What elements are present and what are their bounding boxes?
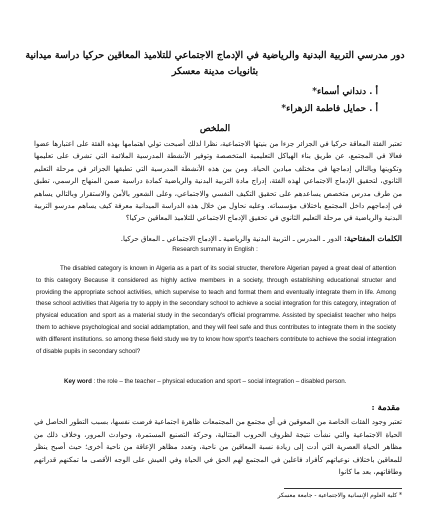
arabic-keywords-label: الكلمات المفتاحية: xyxy=(343,234,402,243)
english-abstract-heading: Research summary in English : xyxy=(172,246,258,253)
author-name: أ . حمايل فاطمة الزهراء* xyxy=(281,104,378,114)
english-keywords-text: : the role – the teacher – physical education and sport – social integration – disabled person. xyxy=(93,378,347,385)
introduction-heading: مقدمة : xyxy=(371,403,400,413)
english-keywords-label: Key word xyxy=(64,378,92,385)
english-keywords xyxy=(36,376,396,388)
paper-title: دور مدرسي التربية البدنية والرياضية في الإدماج الاجتماعي للتلاميذ المعاقين حركيا دراسة ميدانية بثانويات مدينة معسكر xyxy=(25,50,405,77)
arabic-abstract: تعتبر الفئة المعاقة حركيا في الجزائر جزءا من بنيتها الاجتماعية، نظرا لذلك أصبحت تولي اهتمامها بهذه الفئة على اعتبارها عضوا فعالا في المجتمع، عن طريق بناء الهياكل التعليمية المتخصصة وتوفير الأنشطة المدرسية الملائمة التي تشرف على تعليمها وتكوينها وبالتالي إدماجها في مختلف ميادين الحياة. ومن بين هذه الأنشطة المدرسية التي تطبقها الجزائر في مرحلة التعليم الثانوي، لتحقيق الإدماج الاجتماعي لهذه الفئة، إدراج مادة التربية البدنية والرياضية كمادة دراسية ضمن المنهاج الرسمي، تطبق من طرف مدرس متخصص يساعدهم على تحقيق التكيف النفسي والاجتماعي، وعلى الشعور بالأمن والاستقرار وبالتالي يساهم في إدماجهم داخل المجتمع باختلاف مؤسساته. وعليه نحاول من خلال هذه الدراسة الميدانية معرفة كيف يساهم مدرسو التربية البدنية والرياضية في مرحلة التعليم الثانوي في تحقيق الإدماج الاجتماعي للتلاميذ المعاقين حركيا؟ xyxy=(34,140,402,223)
arabic-abstract-heading: الملخص xyxy=(199,124,231,134)
author-name: أ . دنداني أسماء* xyxy=(312,87,378,97)
english-abstract: The disabled category is known in Algeria as a part of its social structer, therefore Algerian payed a great deal of attention to this category Because it considered as highly active members in a society, through establishing educational structer and providing the appropriate school activities, which supervise to teach and format them and eventually integrate them in life. Among these school activities that Algeria try to apply in the secondary school to achieve a social integration for this category, integration of physical education and sport as a material study in the secondary's official programme. Assisted by specialist teacher who helps them to achieve psychological and social addamptation, and they will feel safe and thus contributes to integrate them in the society with different institutions. so among these field study we try to know how sport's teachers contribute to achieve the social integration of disable pupils in secondary school? xyxy=(36,265,396,355)
footnote-divider xyxy=(284,488,402,489)
introduction-text: تعتبر وجود الفئات الخاصة من المعوقين في أي مجتمع من المجتمعات ظاهرة اجتماعية فرضت نفسها، بسبب التطور الحاصل في الحياة الاجتماعية والتي نشأت نتيجة لظروف الحروب المتتالية، وحركة التصنيع المستمرة، وحوادث المرور، وخلاف ذلك من مظاهر الحياة العصرية التي أدت إلى زيادة نسبة المعاقين من ناحية، وتعدد مظاهر الإعاقة من ناحية أخرى؛ حيث أصبح ينظر للمعاقين باختلاف نوعياتهم كأفراد فاعلين في المجتمع لهم الحق في الحياة وفي العيش على الوجه الأقصى ما تمكنهم قدراتهم وطاقاتهم، بعد ما كانوا xyxy=(34,418,402,477)
arabic-keywords-text: الدور ـ المدرس ـ التربية البدنية والرياضية ـ الإدماج الاجتماعي ـ المعاق حركيا. xyxy=(120,235,342,243)
arabic-keywords xyxy=(34,233,402,245)
footnote: * كلية العلوم الإنسانية والاجتماعية - جامعة معسكر xyxy=(277,492,402,499)
author-list xyxy=(158,84,378,118)
